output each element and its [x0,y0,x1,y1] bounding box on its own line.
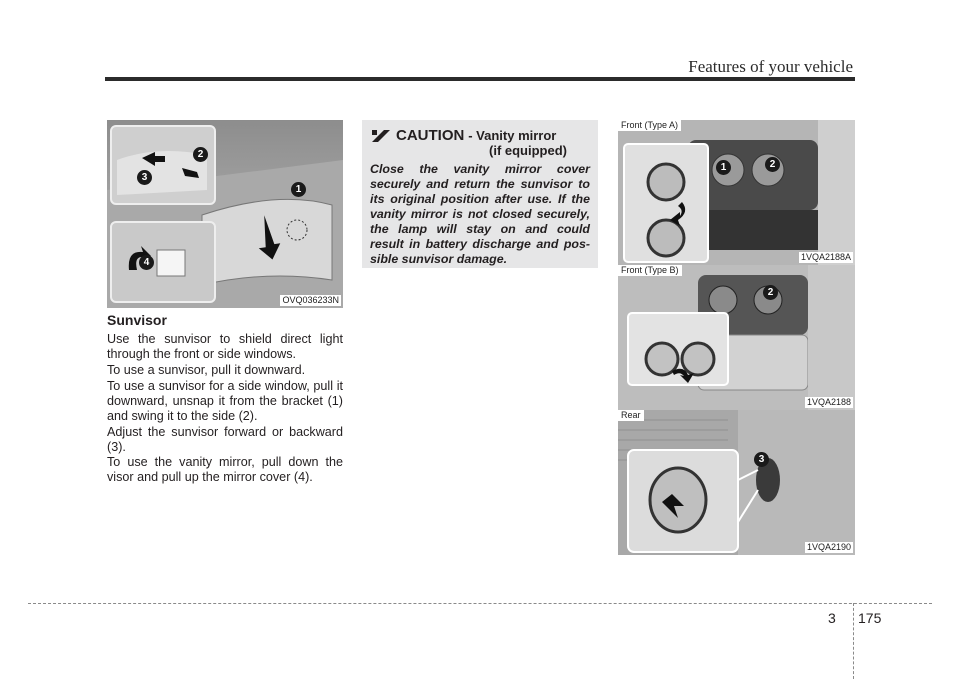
paragraph-5: To use the vanity mirror, pull down the visor and pull up the mirror cover (4). [107,455,343,484]
sunvisor-figure [107,120,343,308]
front-a-badge-2: 2 [765,157,780,172]
paragraph-2: To use a sunvisor, pull it downward. [107,363,306,377]
caution-slash-icon [372,130,390,142]
paragraph-4: Adjust the sunvisor forward or backward (3). [107,425,343,454]
section-title: Sunvisor [107,312,167,328]
front-b-badge-2: 2 [763,285,778,300]
caution-body: Close the vanity mirror cover securely and return the sunvisor to its original position after use. If the vanity mirror is not closed securely, the lamp will stay on and could result in battery discharge and pos-sible sunvisor damage. [370,162,590,266]
front-type-b-illustration [618,265,855,410]
rear-badge-3: 3 [754,452,769,467]
paragraph-1: Use the sunvisor to shield direct light through the front or side windows. [107,332,343,361]
sunvisor-figure-code: OVQ036233N [282,295,339,305]
page-number: 175 [858,610,882,626]
sunvisor-illustration [107,120,343,308]
footer-rule [28,603,932,604]
rear-figure [618,410,855,555]
caution-subject-cont: (if equipped) [489,143,567,158]
chapter-number: 3 [828,610,836,626]
sunvisor-badge-1: 1 [291,182,306,197]
rear-illustration [618,410,855,555]
sunvisor-badge-2: 2 [193,147,208,162]
front-type-a-illustration [618,120,855,265]
rear-label: Rear [618,410,644,421]
front-type-a-figure [618,120,855,265]
sunvisor-badge-4: 4 [139,255,154,270]
front-type-b-label: Front (Type B) [618,265,682,276]
rear-figure-code: 1VQA2190 [806,542,851,552]
front-type-b-code: 1VQA2188 [806,397,851,407]
caution-word: CAUTION [396,127,465,144]
page-header-title: Features of your vehicle [688,57,853,76]
sunvisor-badge-3: 3 [137,170,152,185]
front-a-badge-1: 1 [716,160,731,175]
front-type-b-figure [618,265,855,410]
caution-subject: - Vanity mirror [468,128,557,143]
header-rule [105,77,855,81]
caution-box [362,120,598,268]
front-type-a-code: 1VQA2188A [800,252,851,262]
paragraph-3: To use a sunvisor for a side window, pull it downward, unsnap it from the bracket (1) and swing it to the side (2). [107,379,343,423]
caution-heading [370,128,590,158]
footer-divider [853,603,854,679]
front-type-a-label: Front (Type A) [618,120,681,131]
